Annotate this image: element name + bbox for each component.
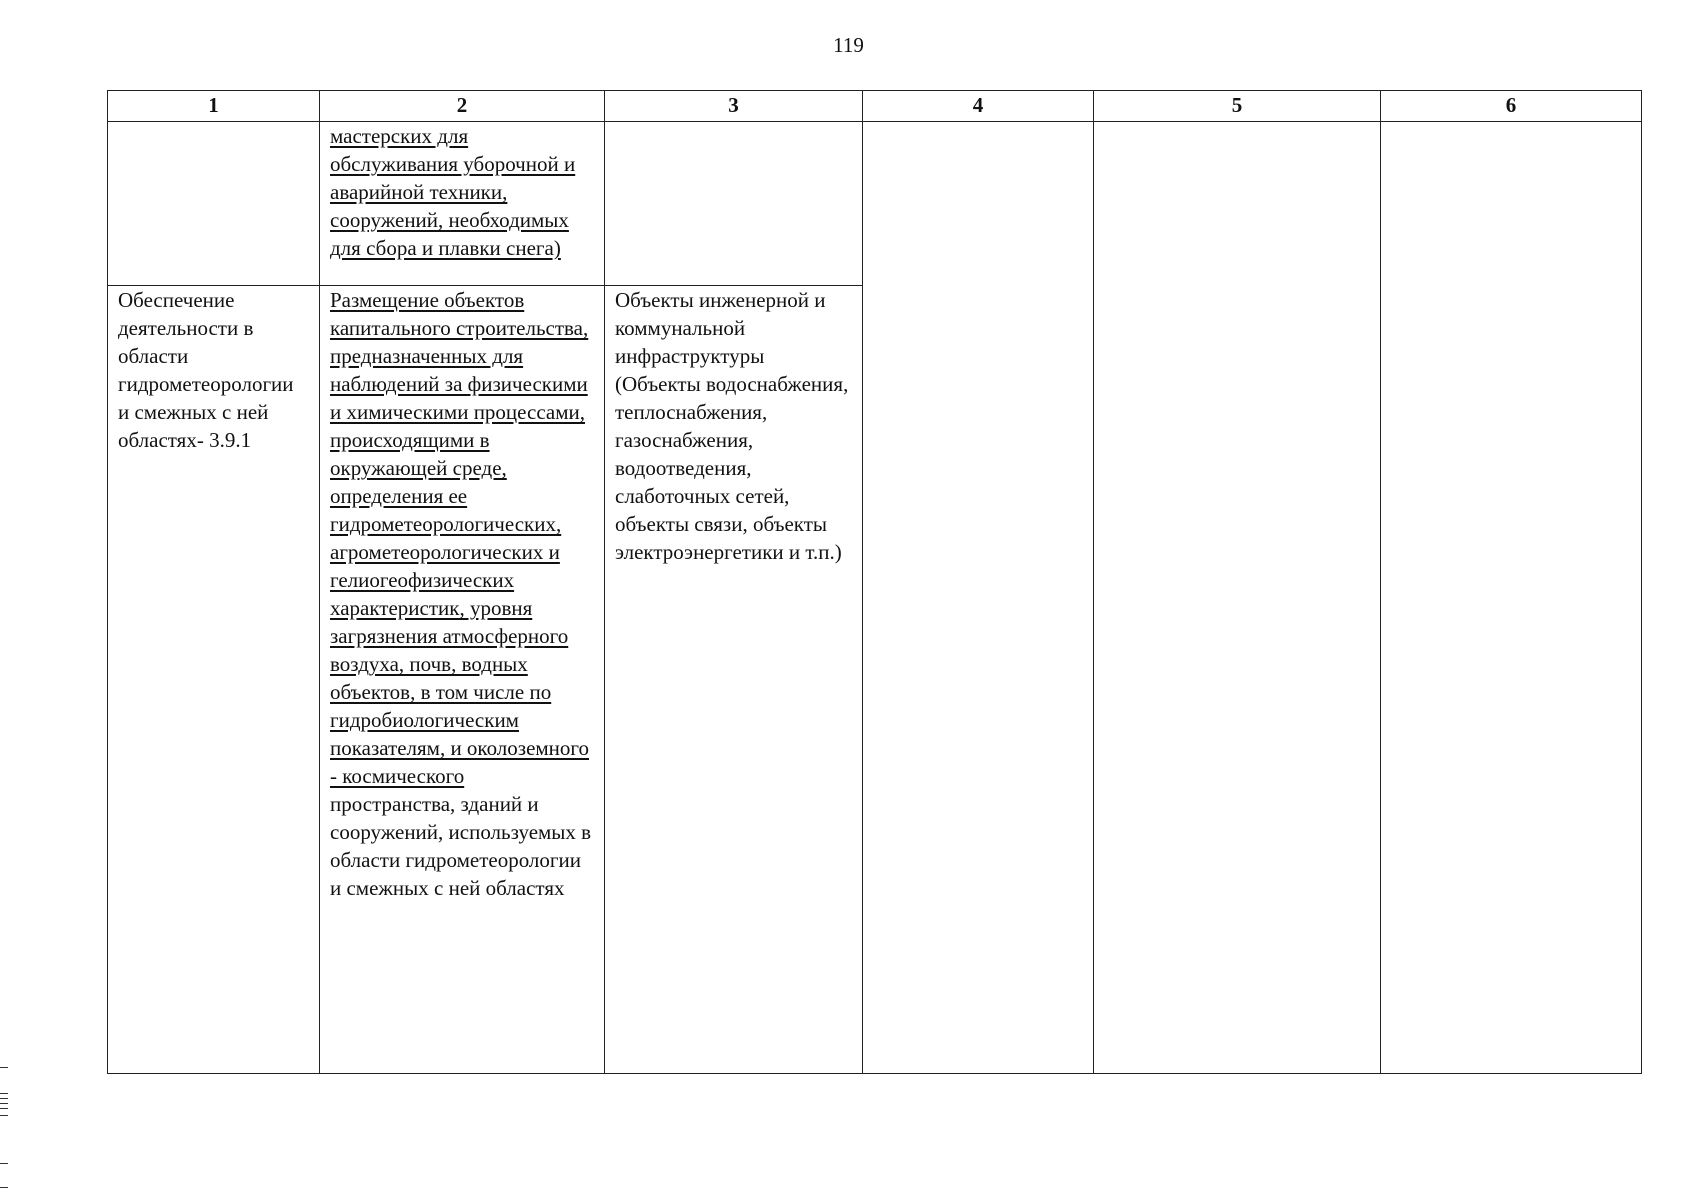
row1-col1-cell <box>108 122 320 286</box>
row2-col3-infrastructure: Объекты инженерной и коммунальной инфраструктуры (Объекты водоснабжения, теплоснабжения, газоснабжения, водоотведения, слаботочных сетей, объекты связи, объекты электроэнергетики и т.п.) <box>605 286 863 1074</box>
row2-col2-description <box>320 286 605 1074</box>
col5-cell <box>1094 122 1381 1074</box>
col6-cell <box>1381 122 1642 1074</box>
header-col-1: 1 <box>108 91 320 122</box>
row1-col2-description: мастерских для обслуживания уборочной и аварийной техники, сооружений, необходимых для сбора и плавки снега) <box>330 124 576 260</box>
table-row <box>108 122 1642 286</box>
row1-col3-cell <box>605 122 863 286</box>
scan-mark <box>0 1108 8 1109</box>
header-row <box>108 91 1642 122</box>
regulations-table <box>107 90 1642 1074</box>
scan-mark <box>0 1187 8 1188</box>
scan-mark <box>0 1163 8 1164</box>
row2-col1-activity-name: Обеспечение деятельности в области гидрометеорологии и смежных с ней областях- 3.9.1 <box>108 286 320 1074</box>
row2-col2-plain-text: пространства, зданий и сооружений, используемых в области гидрометеорологии и смежных с ней областях <box>330 792 592 900</box>
row1-col2-cell <box>320 122 605 286</box>
scan-mark <box>0 1093 8 1094</box>
header-col-4: 4 <box>863 91 1094 122</box>
row2-col2-underlined-text: Размещение объектов капитального строительства, предназначенных для наблюдений за физическими и химическими процессами, происходящими в окружающей среде, определения ее гидрометеорологических, агрометеорологических и гелиогеофизических характеристик, уровня загрязнения атмосферного воздуха, почв, водных объектов, в том числе по гидробиологическим показателям, и околоземного - космического <box>330 288 590 788</box>
header-col-6: 6 <box>1381 91 1642 122</box>
header-col-2: 2 <box>320 91 605 122</box>
col4-cell <box>863 122 1094 1074</box>
page-number: 119 <box>833 33 864 57</box>
scan-mark <box>0 1067 8 1068</box>
scan-mark <box>0 1098 8 1099</box>
scan-mark <box>0 1115 8 1116</box>
header-col-5: 5 <box>1094 91 1381 122</box>
header-col-3: 3 <box>605 91 863 122</box>
scan-mark <box>0 1103 8 1104</box>
